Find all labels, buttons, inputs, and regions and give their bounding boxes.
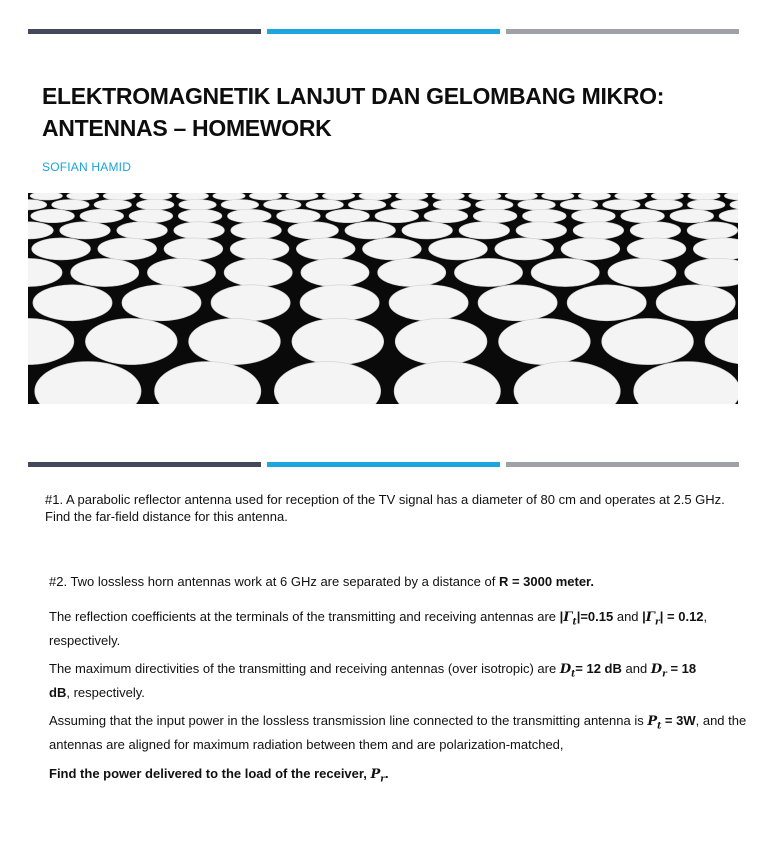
title-line-1: ELEKTROMAGNETIK LANJUT DAN GELOMBANG MIKRO: [42,83,665,109]
assumption-paragraph [49,712,749,753]
assumption-end: , and the antennas are aligned for maximum radiation between them and are polarization-matched, [49,713,747,752]
directivity-paragraph [49,660,709,701]
reflection-intro: The reflection coefficients at the terminals of the transmitting and receiving antennas are [49,609,560,624]
reflection-end: , respectively. [49,609,708,648]
question-1: #1. A parabolic reflector antenna used for reception of the TV signal has a diameter of 80 cm and operates at 2.5 GHz. Find the far-field distance for this antenna. [45,492,725,524]
author-name: SOFIAN HAMID [42,160,132,174]
reflection-paragraph [49,608,709,649]
directivity-end: , respectively. [66,684,145,700]
reflection-tx-text [0,0,1,1]
question-2 [49,573,744,590]
top-bar-gray [506,29,739,34]
reflection-tx: $|\Gamma_t|=0.15$ [559,609,614,628]
directivity-tx: $D_t= 12$ dB [559,661,622,680]
top-bar-accent [267,29,500,34]
assumption-power: $P_t = 3W$ [647,713,696,732]
reflector-dish-array-photo [28,193,738,404]
reflection-rx: $|\Gamma_r| = 0.12$ [642,609,704,628]
reflection-rx-text [0,0,1,1]
find-instruction: Find the power delivered to the load of the receiver, $P_r$. [49,766,389,785]
slide-title [42,80,742,144]
mid-bar-dark [28,462,261,467]
mid-bar-accent [267,462,500,467]
question-2-distance: R = 3000 meter. [498,574,595,589]
reflection-and: and [613,609,643,624]
mid-bar-gray [506,462,739,467]
directivity-and: and [621,661,651,676]
directivity-rx: $D_r = 18$ dB [49,661,697,700]
top-bar-dark [28,29,261,34]
title-line-2: ANTENNAS – HOMEWORK [42,115,332,141]
directivity-intro: The maximum directivities of the transmitting and receiving antennas (over isotropic) are [49,661,560,676]
assumption-power-text [0,0,1,1]
directivity-rx-text [0,0,1,1]
question-2-intro: #2. Two lossless horn antennas work at 6 GHz are separated by a distance of [49,574,499,589]
directivity-tx-text [0,0,1,1]
assumption-intro: Assuming that the input power in the lossless transmission line connected to the transmitting antenna is [49,713,648,728]
find-text [0,0,1,1]
